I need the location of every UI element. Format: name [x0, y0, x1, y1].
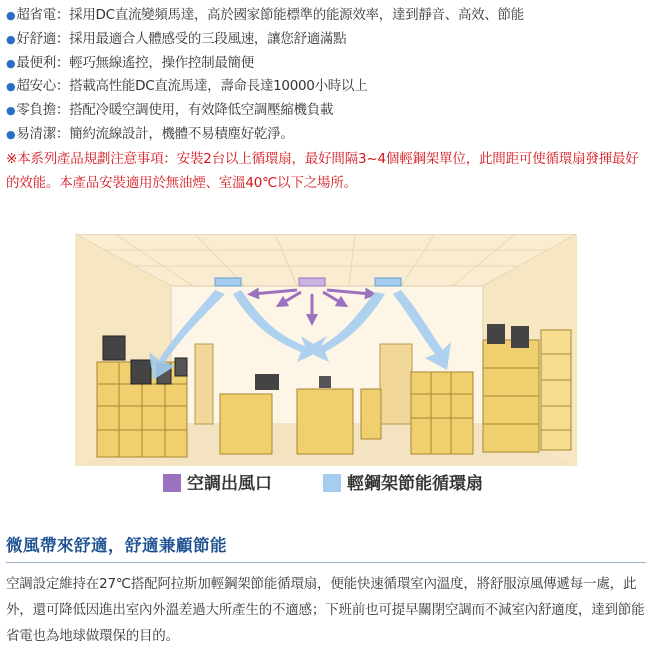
feature-text: 輕巧無線遙控，操作控制最簡便 — [69, 54, 254, 71]
bullet-icon: ● — [6, 127, 16, 141]
feature-item — [6, 4, 648, 28]
legend-swatch-fan — [323, 474, 341, 492]
feature-text: 搭配冷暖空調使用，有效降低空調壓縮機負載 — [69, 102, 334, 119]
feature-item — [6, 99, 648, 123]
feature-item — [6, 75, 648, 99]
section-divider — [6, 562, 646, 563]
section-heading: 微風帶來舒適，舒適兼顧節能 — [6, 536, 227, 555]
store-scene-illustration — [75, 234, 577, 506]
ceiling-fan-icon — [215, 278, 241, 286]
installation-notice: ※本系列產品規劃注意事項：安裝2台以上循環扇，最好間隔3~4個輕鋼架單位，此間距可使循環扇發揮最好的效能。本產品安裝適用於無油煙、室溫40℃以下之場所。 — [6, 150, 639, 191]
feature-item — [6, 28, 648, 52]
legend-label-ac: 空調出風口 — [187, 474, 272, 494]
legend-swatch-ac — [163, 474, 181, 492]
side-door — [195, 344, 213, 424]
feature-text: 採用DC直流變頻馬達，高於國家節能標準的能源效率，達到靜音、高效、節能 — [69, 7, 524, 23]
feature-label: 超省電： — [16, 7, 70, 23]
feature-label: 最便利： — [16, 54, 70, 71]
legend-label-fan: 輕鋼架節能循環扇 — [347, 474, 483, 494]
feature-text: 搭載高性能DC直流馬達，壽命長達10000小時以上 — [69, 78, 368, 95]
airflow-illustration — [75, 234, 577, 506]
section-body: 空調設定維持在27℃搭配阿拉斯加輕鋼架節能循環扇，便能快速循環室內溫度，將舒服涼風傳遞每一處，此外，還可降低因進出室內外溫差過大所產生的不適感；下班前也可提早關閉空調而不減室內舒適度，達到節能省電也為地球做環保的目的。 — [6, 576, 645, 644]
bullet-icon: ● — [6, 80, 16, 94]
feature-label: 易清潔： — [16, 125, 70, 142]
bullet-icon: ● — [6, 56, 16, 70]
feature-text: 簡約流線設計，機體不易積塵好乾淨。 — [69, 125, 294, 142]
back-door — [380, 344, 412, 424]
ceiling-fan-icon — [375, 278, 401, 286]
feature-item — [6, 52, 648, 76]
feature-label: 好舒適： — [16, 30, 70, 47]
bullet-icon: ● — [6, 9, 16, 22]
bullet-icon: ● — [6, 104, 16, 118]
feature-item — [6, 123, 648, 147]
ac-vent-icon — [299, 278, 325, 286]
feature-text: 採用最適合人體感受的三段風速，讓您舒適滿點 — [69, 30, 347, 47]
feature-label: 超安心： — [16, 78, 70, 95]
bullet-icon: ● — [6, 32, 16, 46]
feature-section — [6, 4, 648, 195]
feature-label: 零負擔： — [16, 102, 70, 119]
